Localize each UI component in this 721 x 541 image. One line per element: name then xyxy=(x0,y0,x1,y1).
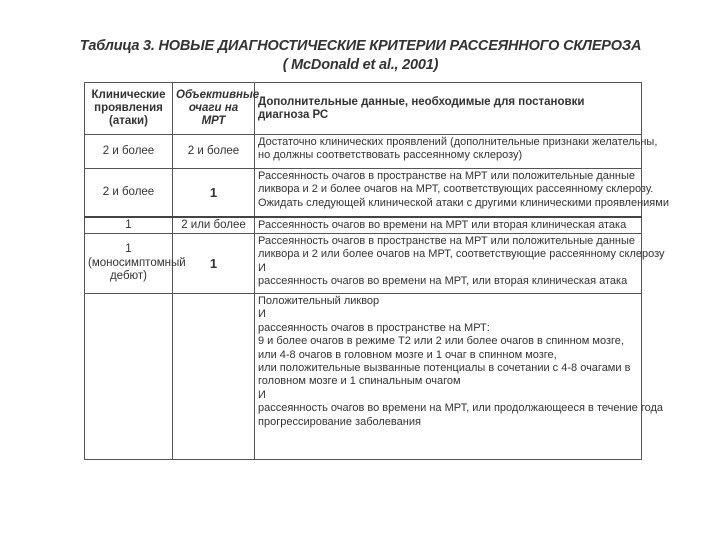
cell-additional xyxy=(255,135,658,169)
cell-clinical: 1 (моносимптомный дебют) xyxy=(85,234,173,294)
cell-text-line: ликвора и 2 или более очагов на МРТ, соответствующие рассеянному склерозу xyxy=(258,248,665,261)
cell-additional xyxy=(255,294,664,460)
cell-text-line: ликвора и 2 и более очагов на МРТ, соответствующих рассеянному склерозу. xyxy=(258,183,654,196)
table-subtitle: ( McDonald et al., 2001) xyxy=(282,57,439,73)
cell-mri: 2 или более xyxy=(173,217,255,234)
cell-text-line: рассеянность очагов в пространстве на МРТ: xyxy=(258,321,490,334)
table-row xyxy=(85,135,642,169)
cell-additional xyxy=(255,234,665,294)
cell-text-line: Рассеянность очагов в пространстве на МРТ или положительные данные xyxy=(258,170,635,182)
cell-text-line: или положительные вызванные потенциалы в сочетании с 4-8 очагами в xyxy=(258,362,631,375)
cell-mri xyxy=(173,294,255,460)
cell-text-line: головном мозге и 1 спинальным очагом xyxy=(258,375,461,388)
cell-text-line: или 4-8 очагов в головном мозге и 1 очаг в спинном мозге, xyxy=(258,348,557,361)
cell-text-line: прогрессирование заболевания xyxy=(258,415,421,428)
cell-text-line: Достаточно клинических проявлений (дополнительные признаки желательны, xyxy=(258,136,658,148)
header-clinical: Клинические проявления (атаки) xyxy=(85,83,173,135)
cell-text-line: рассеянность очагов во времени на МРТ, или вторая клиническая атака xyxy=(258,275,628,288)
table-row xyxy=(85,294,642,460)
table-row xyxy=(85,169,642,217)
cell-mri: 2 и более xyxy=(173,135,255,169)
cell-text-line: Ожидать следующей клинической атаки с другими клиническими проявлениями xyxy=(258,196,669,209)
table-title: Таблица 3. НОВЫЕ ДИАГНОСТИЧЕСКИЕ КРИТЕРИИ РАССЕЯННОГО СКЛЕРОЗА xyxy=(79,38,642,54)
criteria-table xyxy=(84,82,669,460)
cell-text-line: рассеянность очагов во времени на МРТ, или продолжающееся в течение года xyxy=(258,402,664,415)
header-additional: Дополнительные данные, необходимые для постановки диагноза РС xyxy=(255,83,642,135)
cell-additional xyxy=(255,217,642,234)
header-mri: Объективные очаги на МРТ xyxy=(173,83,255,135)
table-row xyxy=(85,234,642,294)
cell-text-line: И xyxy=(258,308,266,321)
cell-text-line: Рассеянность очагов в пространстве на МРТ или положительные данные xyxy=(258,235,635,247)
cell-clinical: 2 и более xyxy=(85,135,173,169)
cell-text-line: но должны соответствовать рассеянному склерозу) xyxy=(258,149,523,162)
cell-clinical: 2 и более xyxy=(85,169,173,217)
cell-mri: 1 xyxy=(173,169,255,217)
cell-clinical: 1 xyxy=(85,217,173,234)
cell-text-line: И xyxy=(258,261,266,274)
cell-additional xyxy=(255,169,669,217)
cell-text-line: Положительный ликвор xyxy=(258,295,380,307)
cell-text-line: 9 и более очагов в режиме Т2 или 2 или более очагов в спинном мозге, xyxy=(258,335,624,348)
table-row xyxy=(85,217,642,234)
header-row xyxy=(85,83,642,135)
cell-mri: 1 xyxy=(173,234,255,294)
cell-text-line: И xyxy=(258,388,266,401)
cell-text-line: Рассеянность очагов во времени на МРТ или вторая клиническая атака xyxy=(258,218,627,231)
cell-clinical xyxy=(85,294,173,460)
